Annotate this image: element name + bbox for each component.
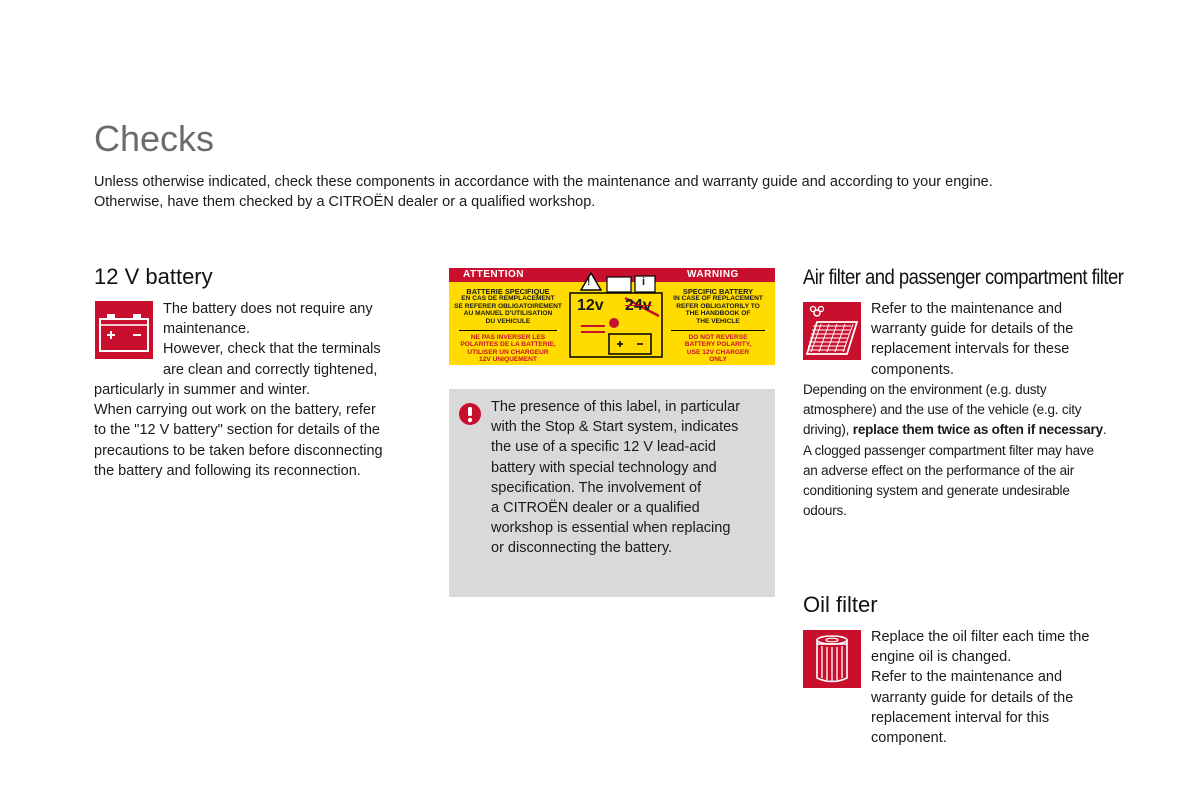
label-attention: ATTENTION	[463, 269, 524, 280]
oil-filter-line: component.	[871, 730, 947, 747]
label-warning: WARNING	[687, 269, 739, 280]
air-filter-line: components.	[871, 361, 955, 378]
air-filter-line: an adverse effect on the performance of the air	[803, 462, 1075, 478]
battery-line: The battery does not require any	[163, 301, 373, 317]
label-en-red: USE 12V CHARGER	[686, 348, 750, 356]
notice-line: specification. The involvement of	[491, 479, 702, 496]
air-filter-text-full	[803, 380, 1173, 521]
label-fr-line: AU MANUEL D'UTILISATION	[463, 310, 553, 318]
label-fr-title: BATTERIE SPECIFIQUE	[466, 287, 550, 296]
intro-line-1: Unless otherwise indicated, check these components in accordance with the maintenance and warranty guide and according to your engine.	[94, 174, 993, 190]
air-filter-line: conditioning system and generate undesirable	[803, 483, 1070, 499]
notice-line: a CITROËN dealer or a qualified	[491, 500, 700, 517]
label-fr-red: POLARITES DE LA BATTERIE,	[460, 341, 556, 349]
air-filter-line: A clogged passenger compartment filter may have	[803, 442, 1094, 458]
intro-line-2: Otherwise, have them checked by a CITROËN dealer or a qualified workshop.	[94, 194, 596, 210]
air-filter-line-c-pre: driving),	[803, 422, 853, 438]
label-exclaim: !	[587, 277, 591, 288]
label-fr-red: NE PAS INVERSER LES	[470, 334, 546, 342]
label-info: i	[642, 276, 646, 288]
notice-line: or disconnecting the battery.	[491, 540, 673, 557]
battery-line: the battery and following its reconnection.	[94, 462, 361, 479]
notice-line: with the Stop & Start system, indicates	[491, 419, 739, 436]
battery-line: precautions to be taken before disconnecting	[94, 442, 383, 459]
air-filter-line: atmosphere) and the use of the vehicle (e.g. city	[803, 402, 1082, 418]
label-en-red: DO NOT REVERSE	[688, 334, 748, 342]
label-en-line: REFER OBLIGATORILY TO	[676, 302, 760, 310]
battery-icon	[95, 301, 153, 359]
battery-line: When carrying out work on the battery, refer	[94, 402, 376, 419]
battery-text-full	[94, 380, 424, 481]
battery-line: to the "12 V battery" section for details of the	[94, 422, 380, 439]
label-en-line: THE HANDBOOK OF	[685, 310, 751, 318]
label-12v: 12v	[577, 297, 604, 314]
oil-filter-line: replacement interval for this	[871, 709, 1050, 726]
label-fr-red: UTILISER UN CHARGEUR	[467, 348, 549, 356]
oil-filter-text	[871, 627, 1141, 748]
battery-warning-label	[449, 268, 775, 365]
label-fr-line: EN CAS DE REMPLACEMENT	[461, 295, 555, 303]
air-filter-emphasis: replace them twice as often if necessary	[852, 422, 1103, 438]
air-filter-line: Refer to the maintenance and	[871, 301, 1063, 317]
label-en-block	[663, 288, 773, 364]
air-filter-line: odours.	[803, 503, 847, 519]
label-fr-block	[451, 288, 565, 364]
label-fr-red: 12V UNIQUEMENT	[479, 356, 537, 364]
oil-filter-line: engine oil is changed.	[871, 649, 1012, 666]
air-filter-line: Depending on the environment (e.g. dusty	[803, 382, 1047, 397]
battery-line: However, check that the terminals	[163, 341, 381, 358]
label-en-title: SPECIFIC BATTERY	[682, 287, 754, 296]
battery-text-indented	[163, 299, 413, 380]
notice-line: workshop is essential when replacing	[491, 520, 731, 537]
notice-text	[491, 397, 771, 559]
battery-line: particularly in summer and winter.	[94, 382, 310, 398]
notice-line: the use of a specific 12 V lead-acid	[491, 439, 716, 456]
air-filter-icon	[803, 302, 861, 360]
label-en-line: IN CASE OF REPLACEMENT	[673, 295, 763, 303]
notice-line: battery with special technology and	[491, 459, 717, 476]
label-en-line: THE VEHICLE	[696, 317, 740, 325]
notice-panel	[449, 389, 775, 597]
battery-line: maintenance.	[163, 321, 251, 338]
oil-filter-heading: Oil filter	[803, 592, 878, 617]
exclamation-icon	[459, 403, 481, 425]
air-filter-line-c-post: .	[1102, 422, 1107, 438]
oil-filter-line: warranty guide for details of the	[871, 689, 1074, 706]
oil-filter-line: Refer to the maintenance and	[871, 669, 1063, 686]
air-filter-line	[803, 420, 1173, 440]
label-24v: 24v	[625, 297, 652, 314]
oil-filter-line: Replace the oil filter each time the	[871, 629, 1090, 645]
air-filter-heading: Air filter and passenger compartment filter	[803, 266, 1124, 289]
label-fr-line: DU VEHICULE	[485, 317, 531, 325]
label-fr-line: SE REFERER OBLIGATOIREMENT	[454, 302, 562, 310]
air-filter-line: replacement intervals for these	[871, 341, 1070, 358]
oil-filter-icon	[803, 630, 861, 688]
battery-heading: 12 V battery	[94, 264, 213, 289]
air-filter-line: warranty guide for details of the	[871, 321, 1074, 338]
intro-text	[94, 172, 1094, 212]
label-en-red: ONLY	[709, 356, 727, 364]
air-filter-text-indented	[871, 299, 1141, 380]
page-title: Checks	[94, 118, 215, 159]
notice-line: The presence of this label, in particular	[491, 399, 741, 415]
battery-line: are clean and correctly tightened,	[163, 361, 378, 378]
label-en-red: BATTERY POLARITY,	[684, 341, 752, 349]
